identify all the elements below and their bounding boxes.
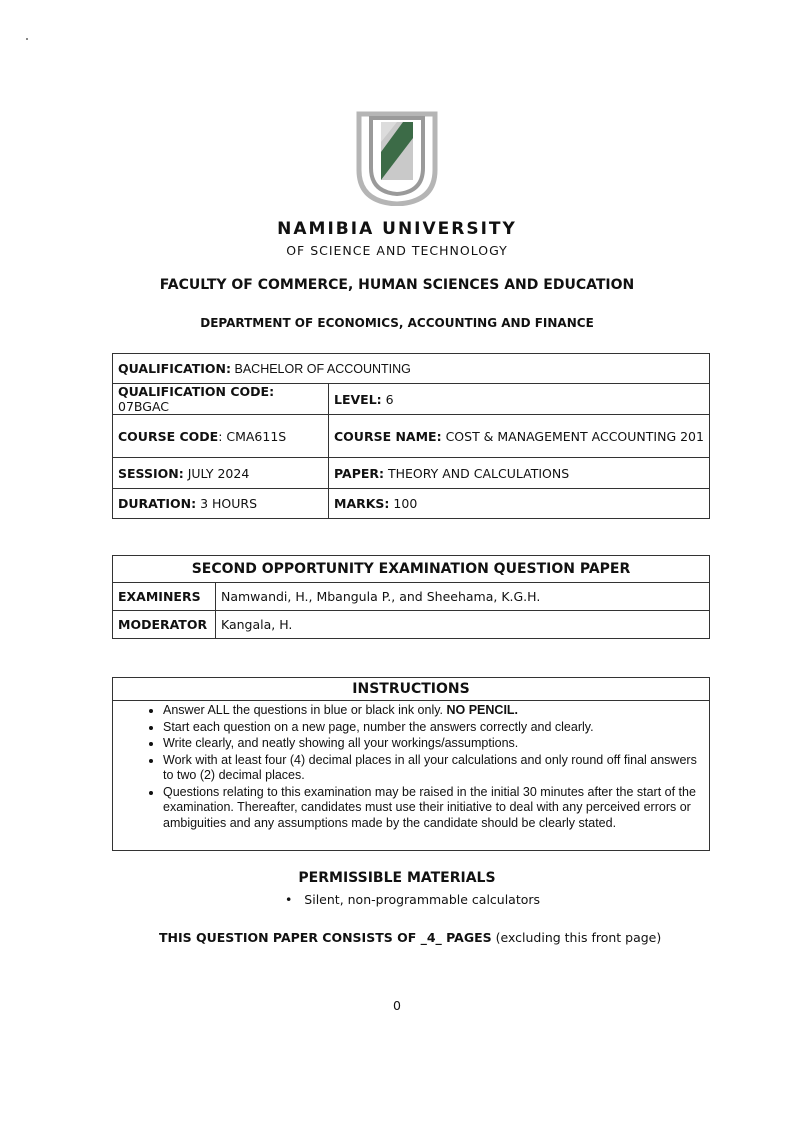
instructions-list	[113, 703, 709, 831]
course-code-label: COURSE CODE	[118, 428, 219, 444]
department-heading: DEPARTMENT OF ECONOMICS, ACCOUNTING AND FINANCE	[200, 316, 594, 330]
permissible-materials-title: PERMISSIBLE MATERIALS	[298, 870, 496, 886]
examiners-label: EXAMINERS	[113, 583, 216, 611]
exam-title: SECOND OPPORTUNITY EXAMINATION QUESTION PAPER	[113, 556, 710, 583]
page-count-note	[159, 930, 661, 945]
instruction-item: • Start each question on a new page, number the answers correctly and clearly.	[163, 720, 709, 736]
marks-cell	[329, 489, 710, 519]
paper-value: THEORY AND CALCULATIONS	[384, 465, 570, 481]
session-cell	[113, 458, 329, 489]
bullet-icon: •	[285, 892, 305, 907]
duration-cell	[113, 489, 329, 519]
university-subtitle: OF SCIENCE AND TECHNOLOGY	[286, 243, 508, 258]
scan-speck	[26, 38, 28, 40]
marks-value: 100	[389, 496, 418, 511]
page-number: 0	[393, 998, 401, 1013]
examiners-value: Namwandi, H., Mbangula P., and Sheehama, K.G.H.	[216, 583, 710, 611]
duration-label: DURATION:	[118, 496, 197, 511]
duration-value: 3 HOURS	[196, 496, 258, 511]
instruction-item: • Questions relating to this examination may be raised in the initial 30 minutes after the start of the examination. Thereafter, candidates must use their initiative to deal with any perceived errors or ambiguities and any assumptions made by the candidate should be clearly stated.	[163, 785, 709, 832]
permissible-material-item	[285, 892, 540, 907]
course-name-cell	[329, 415, 710, 458]
level-cell	[329, 384, 710, 415]
instruction-text: Answer ALL the questions in blue or black ink only.	[163, 703, 447, 717]
qualification-label: QUALIFICATION:	[118, 361, 232, 376]
course-code-value: : CMA611S	[218, 428, 287, 444]
page-count-rest: (excluding this front page)	[491, 930, 662, 945]
university-name: NAMIBIA UNIVERSITY	[277, 219, 517, 239]
marks-label: MARKS:	[334, 496, 390, 511]
permissible-material-text: Silent, non-programmable calculators	[304, 892, 541, 907]
instruction-item: • Work with at least four (4) decimal places in all your calculations and only round off final answers to two (2) decimal places.	[163, 753, 709, 784]
examination-table	[112, 555, 710, 639]
qualification-value: BACHELOR OF ACCOUNTING	[231, 362, 411, 376]
moderator-label: MODERATOR	[113, 611, 216, 639]
paper-label: PAPER:	[334, 465, 385, 481]
instruction-item: • Write clearly, and neatly showing all your workings/assumptions.	[163, 736, 709, 752]
instructions-title: INSTRUCTIONS	[113, 678, 709, 701]
course-name-label: COURSE NAME:	[334, 428, 442, 444]
page-count-bold: THIS QUESTION PAPER CONSISTS OF _4_ PAGES	[159, 930, 492, 945]
instruction-item	[163, 703, 709, 719]
session-label: SESSION:	[118, 465, 184, 481]
university-logo-icon	[353, 110, 441, 206]
course-name-value: COST & MANAGEMENT ACCOUNTING 201	[441, 428, 704, 444]
course-info-table	[112, 353, 710, 519]
level-value: 6	[381, 391, 394, 407]
level-label: LEVEL:	[334, 391, 382, 407]
instruction-emphasis: NO PENCIL.	[446, 703, 519, 717]
instructions-box	[112, 677, 710, 851]
qualification-cell	[113, 354, 710, 384]
qual-code-label: QUALIFICATION CODE:	[118, 384, 275, 399]
faculty-heading: FACULTY OF COMMERCE, HUMAN SCIENCES AND EDUCATION	[159, 277, 635, 293]
session-value: JULY 2024	[183, 465, 250, 481]
qual-code-value: 07BGAC	[118, 399, 170, 414]
qual-code-cell	[113, 384, 329, 415]
paper-cell	[329, 458, 710, 489]
moderator-value: Kangala, H.	[216, 611, 710, 639]
course-code-cell	[113, 415, 329, 458]
